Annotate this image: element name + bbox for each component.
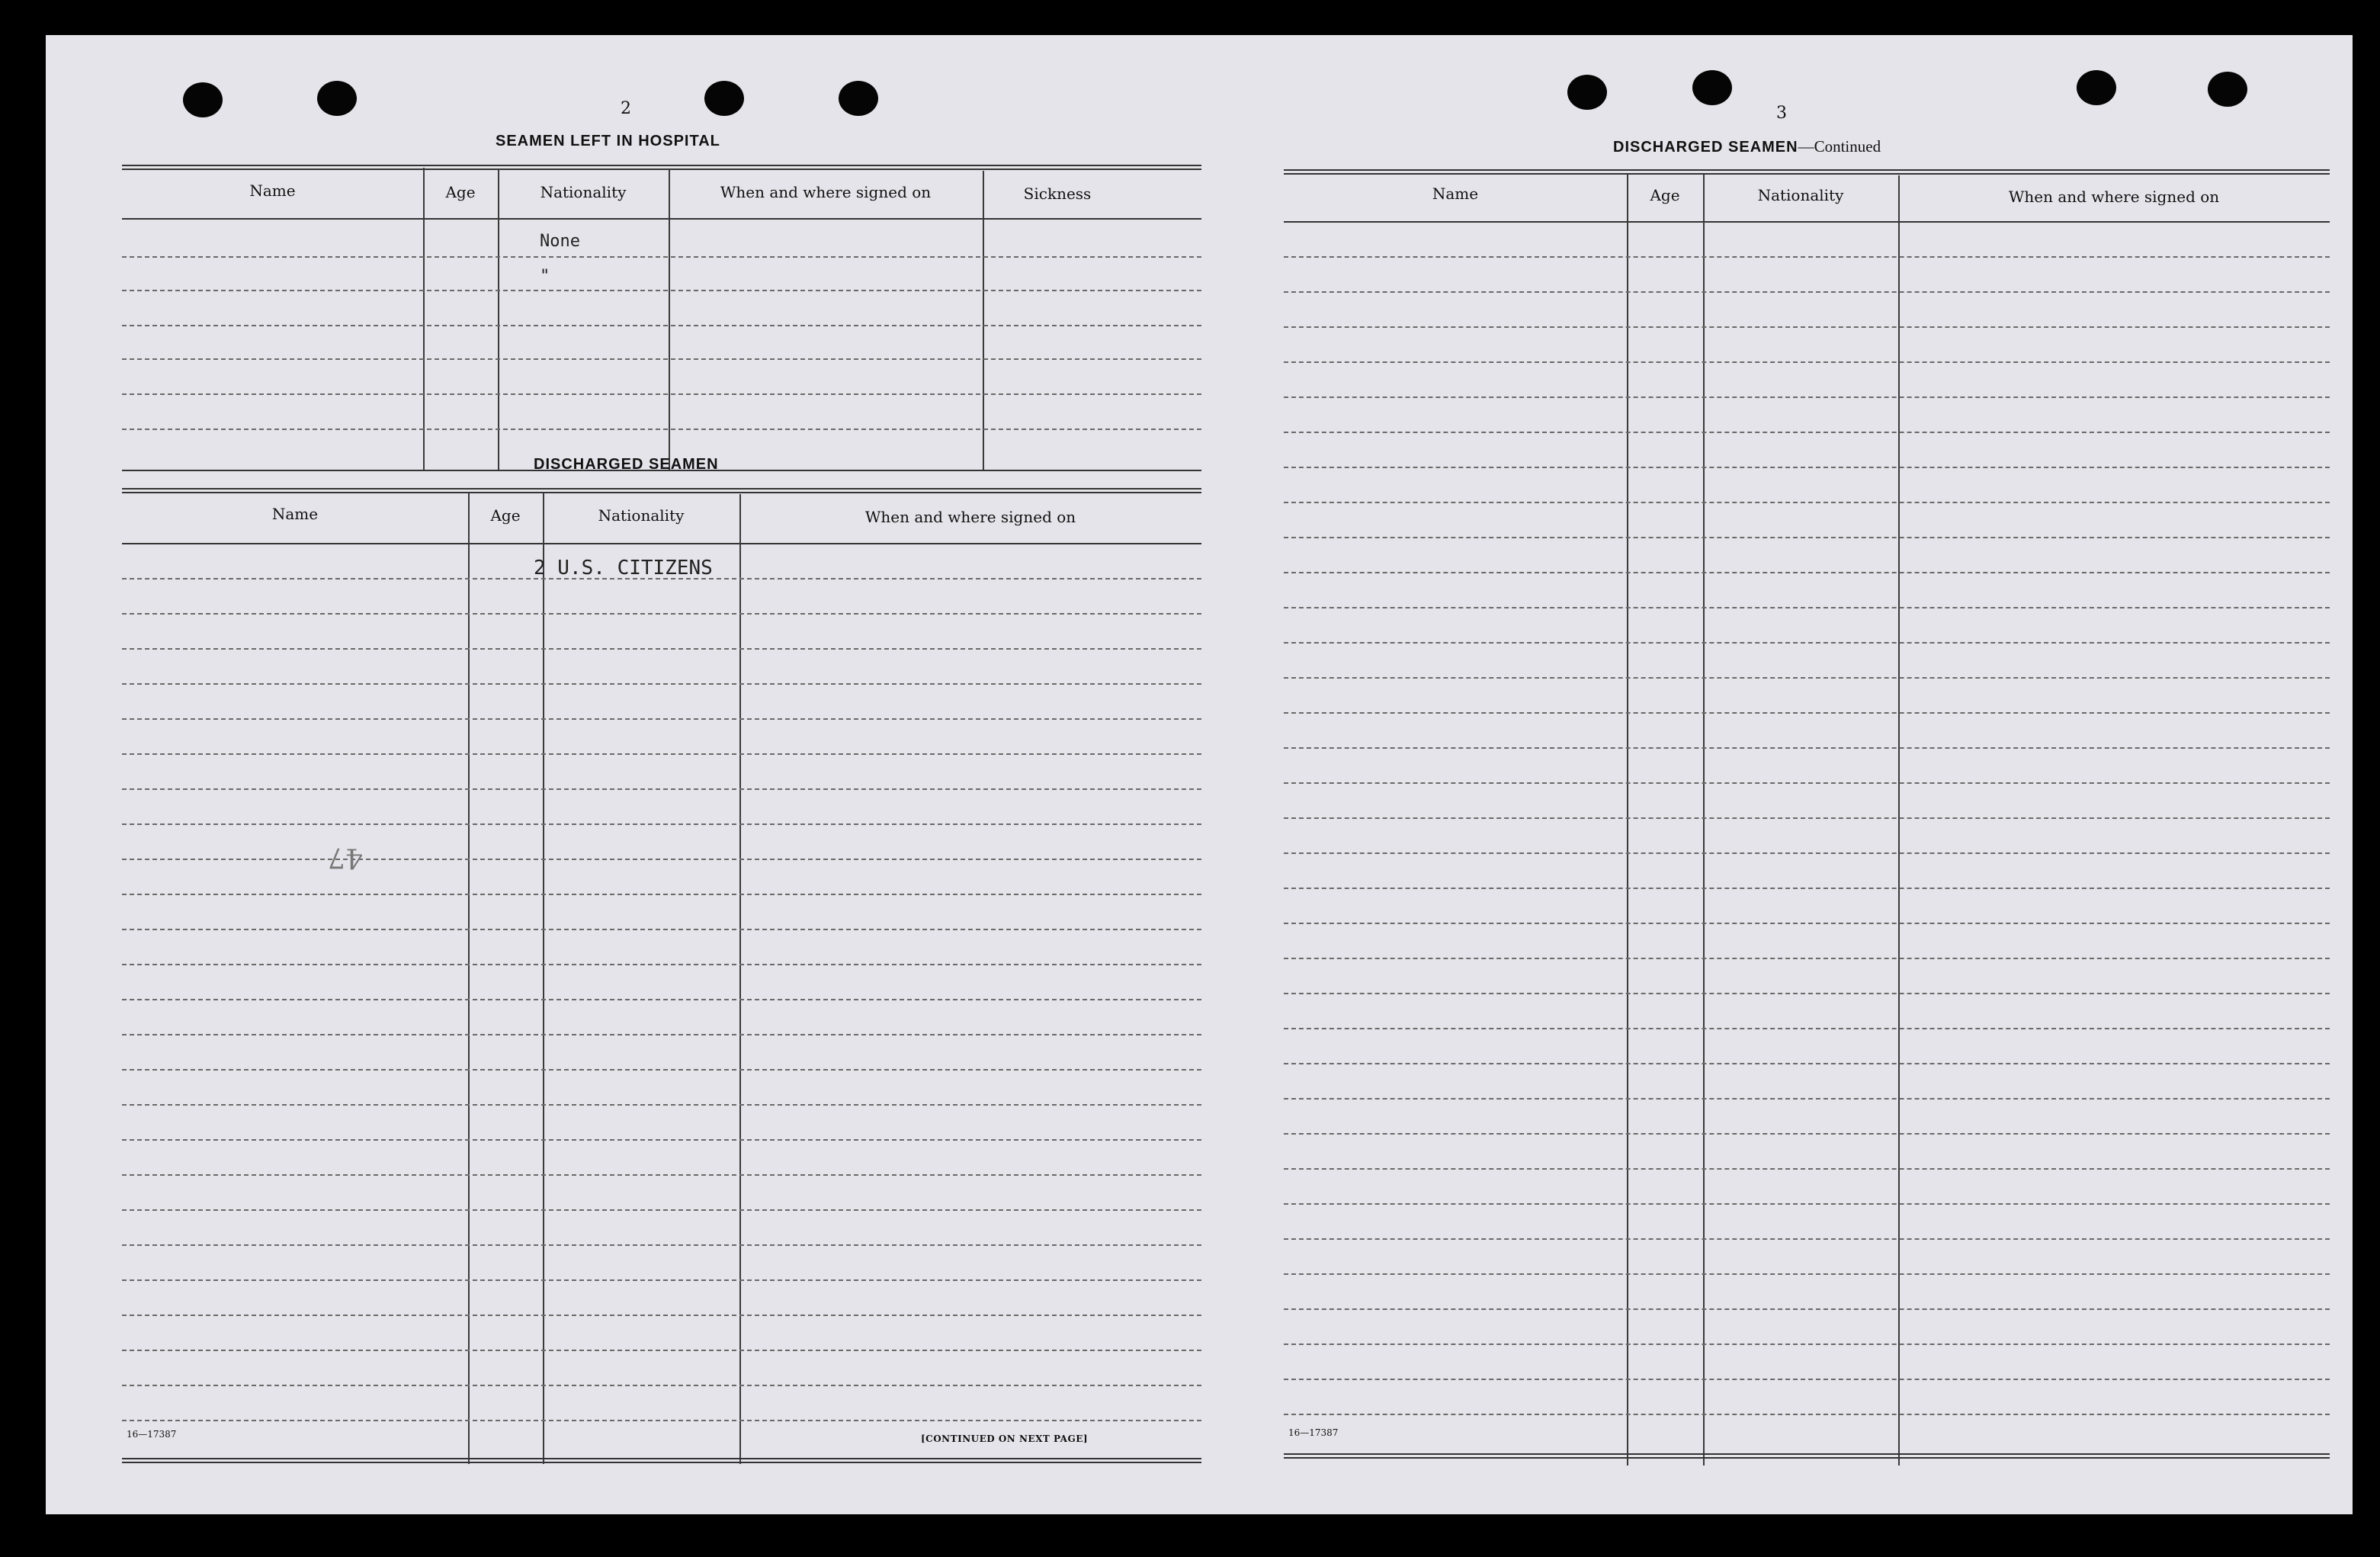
right-header-nationality: Nationality [1757,186,1844,204]
discharged-header-age: Age [490,506,521,525]
discharged-title: DISCHARGED SEAMEN [534,456,719,473]
right-header-age: Age [1650,186,1680,204]
punch-hole [839,81,878,116]
hospital-title: SEAMEN LEFT IN HOSPITAL [496,133,720,149]
hospital-header-sickness: Sickness [1023,185,1092,203]
punch-hole [704,81,744,116]
right-header-name: Name [1432,185,1479,203]
page-number-right: 3 [1776,104,1787,123]
hospital-header-age: Age [445,183,476,201]
hospital-header-signed-on: When and where signed on [720,183,932,201]
document-sheet [46,35,2353,1514]
discharged-header-nationality: Nationality [598,506,685,525]
discharged-header-name: Name [271,505,319,523]
punch-hole [2077,70,2116,105]
hospital-entry-none: None [540,232,580,251]
discharged-header-signed-on: When and where signed on [864,508,1076,526]
hospital-entry-ditto: " [540,267,550,286]
hospital-header-name: Name [249,181,296,200]
punch-hole [317,81,357,116]
continued-note: [CONTINUED ON NEXT PAGE] [921,1433,1089,1444]
discharged-entry: 2 U.S. CITIZENS [534,557,713,579]
hospital-header-nationality: Nationality [540,183,627,201]
smudge-mark: 47 [328,842,363,873]
punch-hole [1692,70,1732,105]
right-title-main: DISCHARGED SEAMEN [1613,139,1798,156]
form-number-right: 16—17387 [1288,1427,1339,1438]
right-title [1613,137,1881,156]
punch-hole [1567,75,1607,110]
form-number-left: 16—17387 [127,1429,177,1440]
page-number-left: 2 [621,99,631,118]
punch-hole [183,82,223,117]
right-header-signed-on: When and where signed on [2008,188,2220,206]
right-title-suffix: —Continued [1798,137,1881,156]
punch-hole [2208,72,2247,107]
